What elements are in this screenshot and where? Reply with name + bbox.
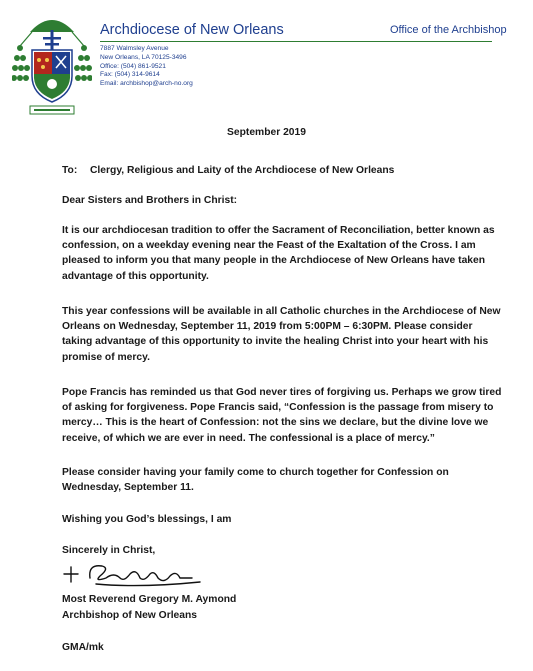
address-line: New Orleans, LA 70125-3496	[100, 53, 187, 61]
address-block	[100, 45, 193, 89]
office-name: Office of the Archbishop	[390, 24, 507, 36]
email-address: Email: archbishop@arch-no.org	[100, 80, 193, 88]
letter-date: September 2019	[227, 127, 306, 138]
closing-blessing: Wishing you God’s blessings, I am	[62, 514, 232, 525]
handwritten-signature	[60, 558, 210, 590]
signer-name: Most Reverend Gregory M. Aymond	[62, 594, 237, 605]
signer-title: Archbishop of New Orleans	[62, 610, 198, 621]
letterhead	[0, 0, 533, 120]
body-paragraph-3: Pope Francis has reminded us that God never tires of forgiving us. Perhaps we grow tired of asking for forgiveness. Pope Francis said, “Confession is the passage from misery to mercy… This is the heart of Confession: not the sins we declare, but the divine love we receive, of which we are ever in need. The confessional is a place of mercy.”	[62, 387, 502, 444]
address-line: 7887 Walmsley Avenue	[100, 45, 169, 52]
fax-number: Fax: (504) 314-9614	[100, 71, 160, 79]
salutation: Dear Sisters and Brothers in Christ:	[62, 195, 238, 206]
closing-sign-off: Sincerely in Christ,	[62, 545, 156, 556]
body-paragraph-2: This year confessions will be available in all Catholic churches in the Archdiocese of New Orleans on Wednesday, September 11, 2019 from 5:00PM – 6:30PM. Please consider taking advantage of this opportunity to invite the healing Christ into your heart with his promise of mercy.	[62, 306, 501, 363]
body-paragraph-1: It is our archdiocesan tradition to offer the Sacrament of Reconciliation, better known as confession, on a weekday evening near the Feast of the Exaltation of the Cross. I am pleased to inform you that many people in the Archdiocese of New Orleans have taken advantage of this opportunity.	[62, 225, 495, 282]
to-label: To:	[62, 165, 78, 176]
letterhead-divider	[100, 41, 492, 42]
reference-initials: GMA/mk	[62, 642, 104, 653]
body-paragraph-4: Please consider having your family come to church together for Confession on Wednesday, September 11.	[62, 467, 449, 494]
recipient-text: Clergy, Religious and Laity of the Archdiocese of New Orleans	[90, 165, 395, 176]
organization-name: Archdiocese of New Orleans	[100, 22, 284, 38]
office-phone: Office: (504) 861-9521	[100, 62, 166, 70]
archdiocese-crest-logo	[12, 10, 92, 118]
recipient-line	[62, 163, 502, 178]
